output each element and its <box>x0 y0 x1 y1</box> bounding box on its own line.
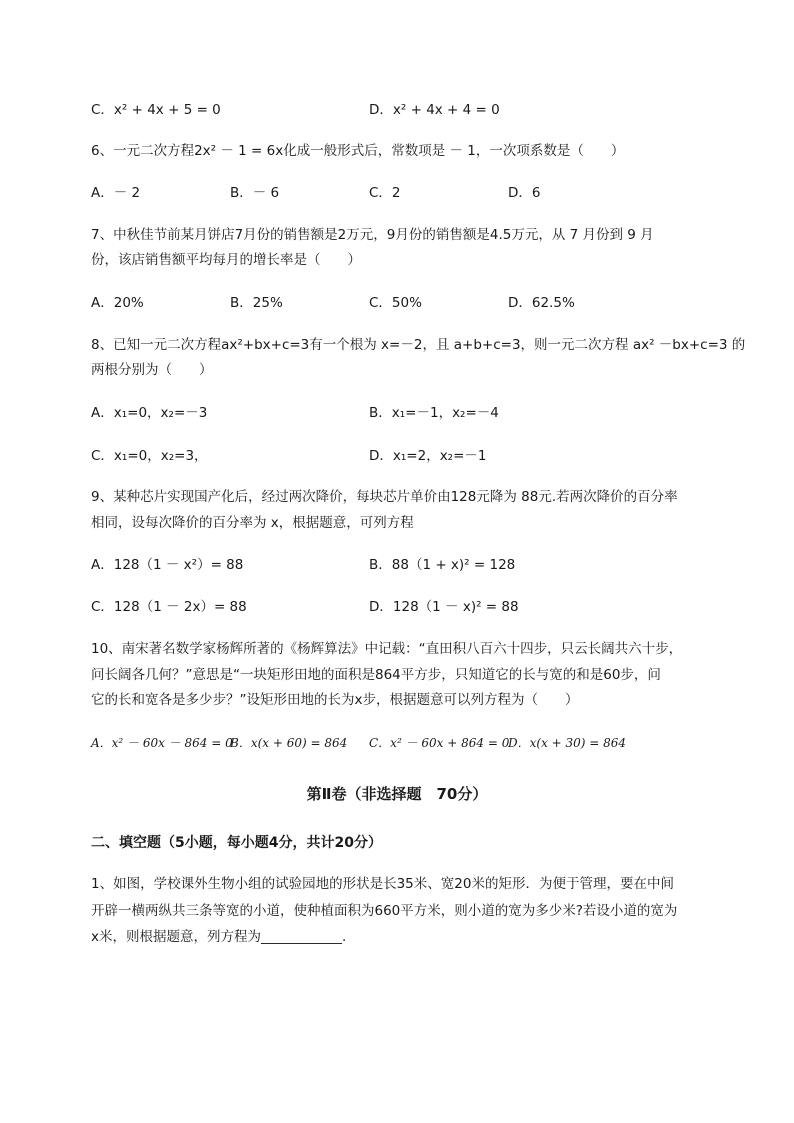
q10-option-b <box>230 733 347 753</box>
q10-option-a <box>91 733 233 753</box>
q10-option-c <box>369 733 509 753</box>
q10-option-b-text: B．x(x + 60) = 864 <box>230 736 348 750</box>
q8-stem-line2: 两根分别为（ ） <box>91 362 213 378</box>
q6-stem: 6、一元二次方程2x² － 1 = 6x化成一般形式后，常数项是 － 1，一次项系数是（ ） <box>91 143 625 159</box>
q9-option-a: A．128（1 － x²）= 88 <box>91 557 244 573</box>
fill1-line3: x米，则根据题意，列方程为____________. <box>91 929 347 945</box>
q7-option-b: B．25% <box>230 295 283 311</box>
q10-option-d <box>508 733 626 753</box>
q5-option-c: C．x² + 4x + 5 = 0 <box>91 102 221 118</box>
q9-option-c: C．128（1 － 2x）= 88 <box>91 599 247 615</box>
q9-option-b: B．88（1 + x)² = 128 <box>369 557 516 573</box>
q6-option-c: C．2 <box>369 185 401 201</box>
q10-stem-line1: 10、南宋著名数学家杨辉所著的《杨辉算法》中记载：“直田积八百六十四步，只云长阔共六十步， <box>91 641 683 657</box>
q9-stem-line1: 9、某种芯片实现国产化后，经过两次降价，每块芯片单价由128元降为 88元.若两次降价的百分率 <box>91 489 678 505</box>
q8-option-b: B．x₁=－1，x₂=－4 <box>369 405 499 421</box>
q6-option-a: A．－ 2 <box>91 185 141 201</box>
q9-option-d: D．128（1 － x)² = 88 <box>369 599 519 615</box>
q8-option-d: D．x₁=2，x₂=－1 <box>369 448 487 464</box>
q8-stem-line1: 8、已知一元二次方程ax²+bx+c=3有一个根为 x=－2，且 a+b+c=3，则一元二次方程 ax² －bx+c=3 的 <box>91 337 746 353</box>
q8-option-a: A．x₁=0，x₂=－3 <box>91 405 208 421</box>
q9-stem-line2: 相同，设每次降价的百分率为 x，根据题意，可列方程 <box>91 515 414 531</box>
fill1-line1: 1、如图，学校课外生物小组的试验园地的形状是长35米、宽20米的矩形．为便于管理，要在中间 <box>91 876 674 892</box>
q5-option-d: D．x² + 4x + 4 = 0 <box>369 102 500 118</box>
q7-stem-line2: 份，该店销售额平均每月的增长率是（ ） <box>91 252 361 268</box>
q10-option-c-text: C．x² － 60x + 864 = 0 <box>369 736 510 750</box>
q10-option-a-text: A．x² － 60x － 864 = 0 <box>91 736 233 750</box>
q7-option-c: C．50% <box>369 295 422 311</box>
q10-stem-line2: 问长阔各几何？”意思是“一块矩形田地的面积是864平方步，只知道它的长与宽的和是60步，问 <box>91 667 661 683</box>
q7-stem-line1: 7、中秋佳节前某月饼店7月份的销售额是2万元，9月份的销售额是4.5万元，从 7 月份到 9 月 <box>91 227 654 243</box>
part2-title: 第Ⅱ卷（非选择题 70分） <box>306 785 488 803</box>
q7-option-d: D．62.5% <box>508 295 575 311</box>
q8-option-c: C．x₁=0，x₂=3， <box>91 448 208 464</box>
q10-option-d-text: D．x(x + 30) = 864 <box>508 736 627 750</box>
fill1-line2: 开辟一横两纵共三条等宽的小道，使种植面积为660平方米，则小道的宽为多少米?若设小道的宽为 <box>91 903 678 919</box>
q7-option-a: A．20% <box>91 295 144 311</box>
fill-in-section-heading: 二、填空题（5小题，每小题4分，共计20分） <box>91 835 382 851</box>
q10-stem-line3: 它的长和宽各是多少步？”设矩形田地的长为x步，根据题意可以列方程为（ ） <box>91 692 579 708</box>
q6-option-b: B．－ 6 <box>230 185 280 201</box>
q6-option-d: D．6 <box>508 185 541 201</box>
